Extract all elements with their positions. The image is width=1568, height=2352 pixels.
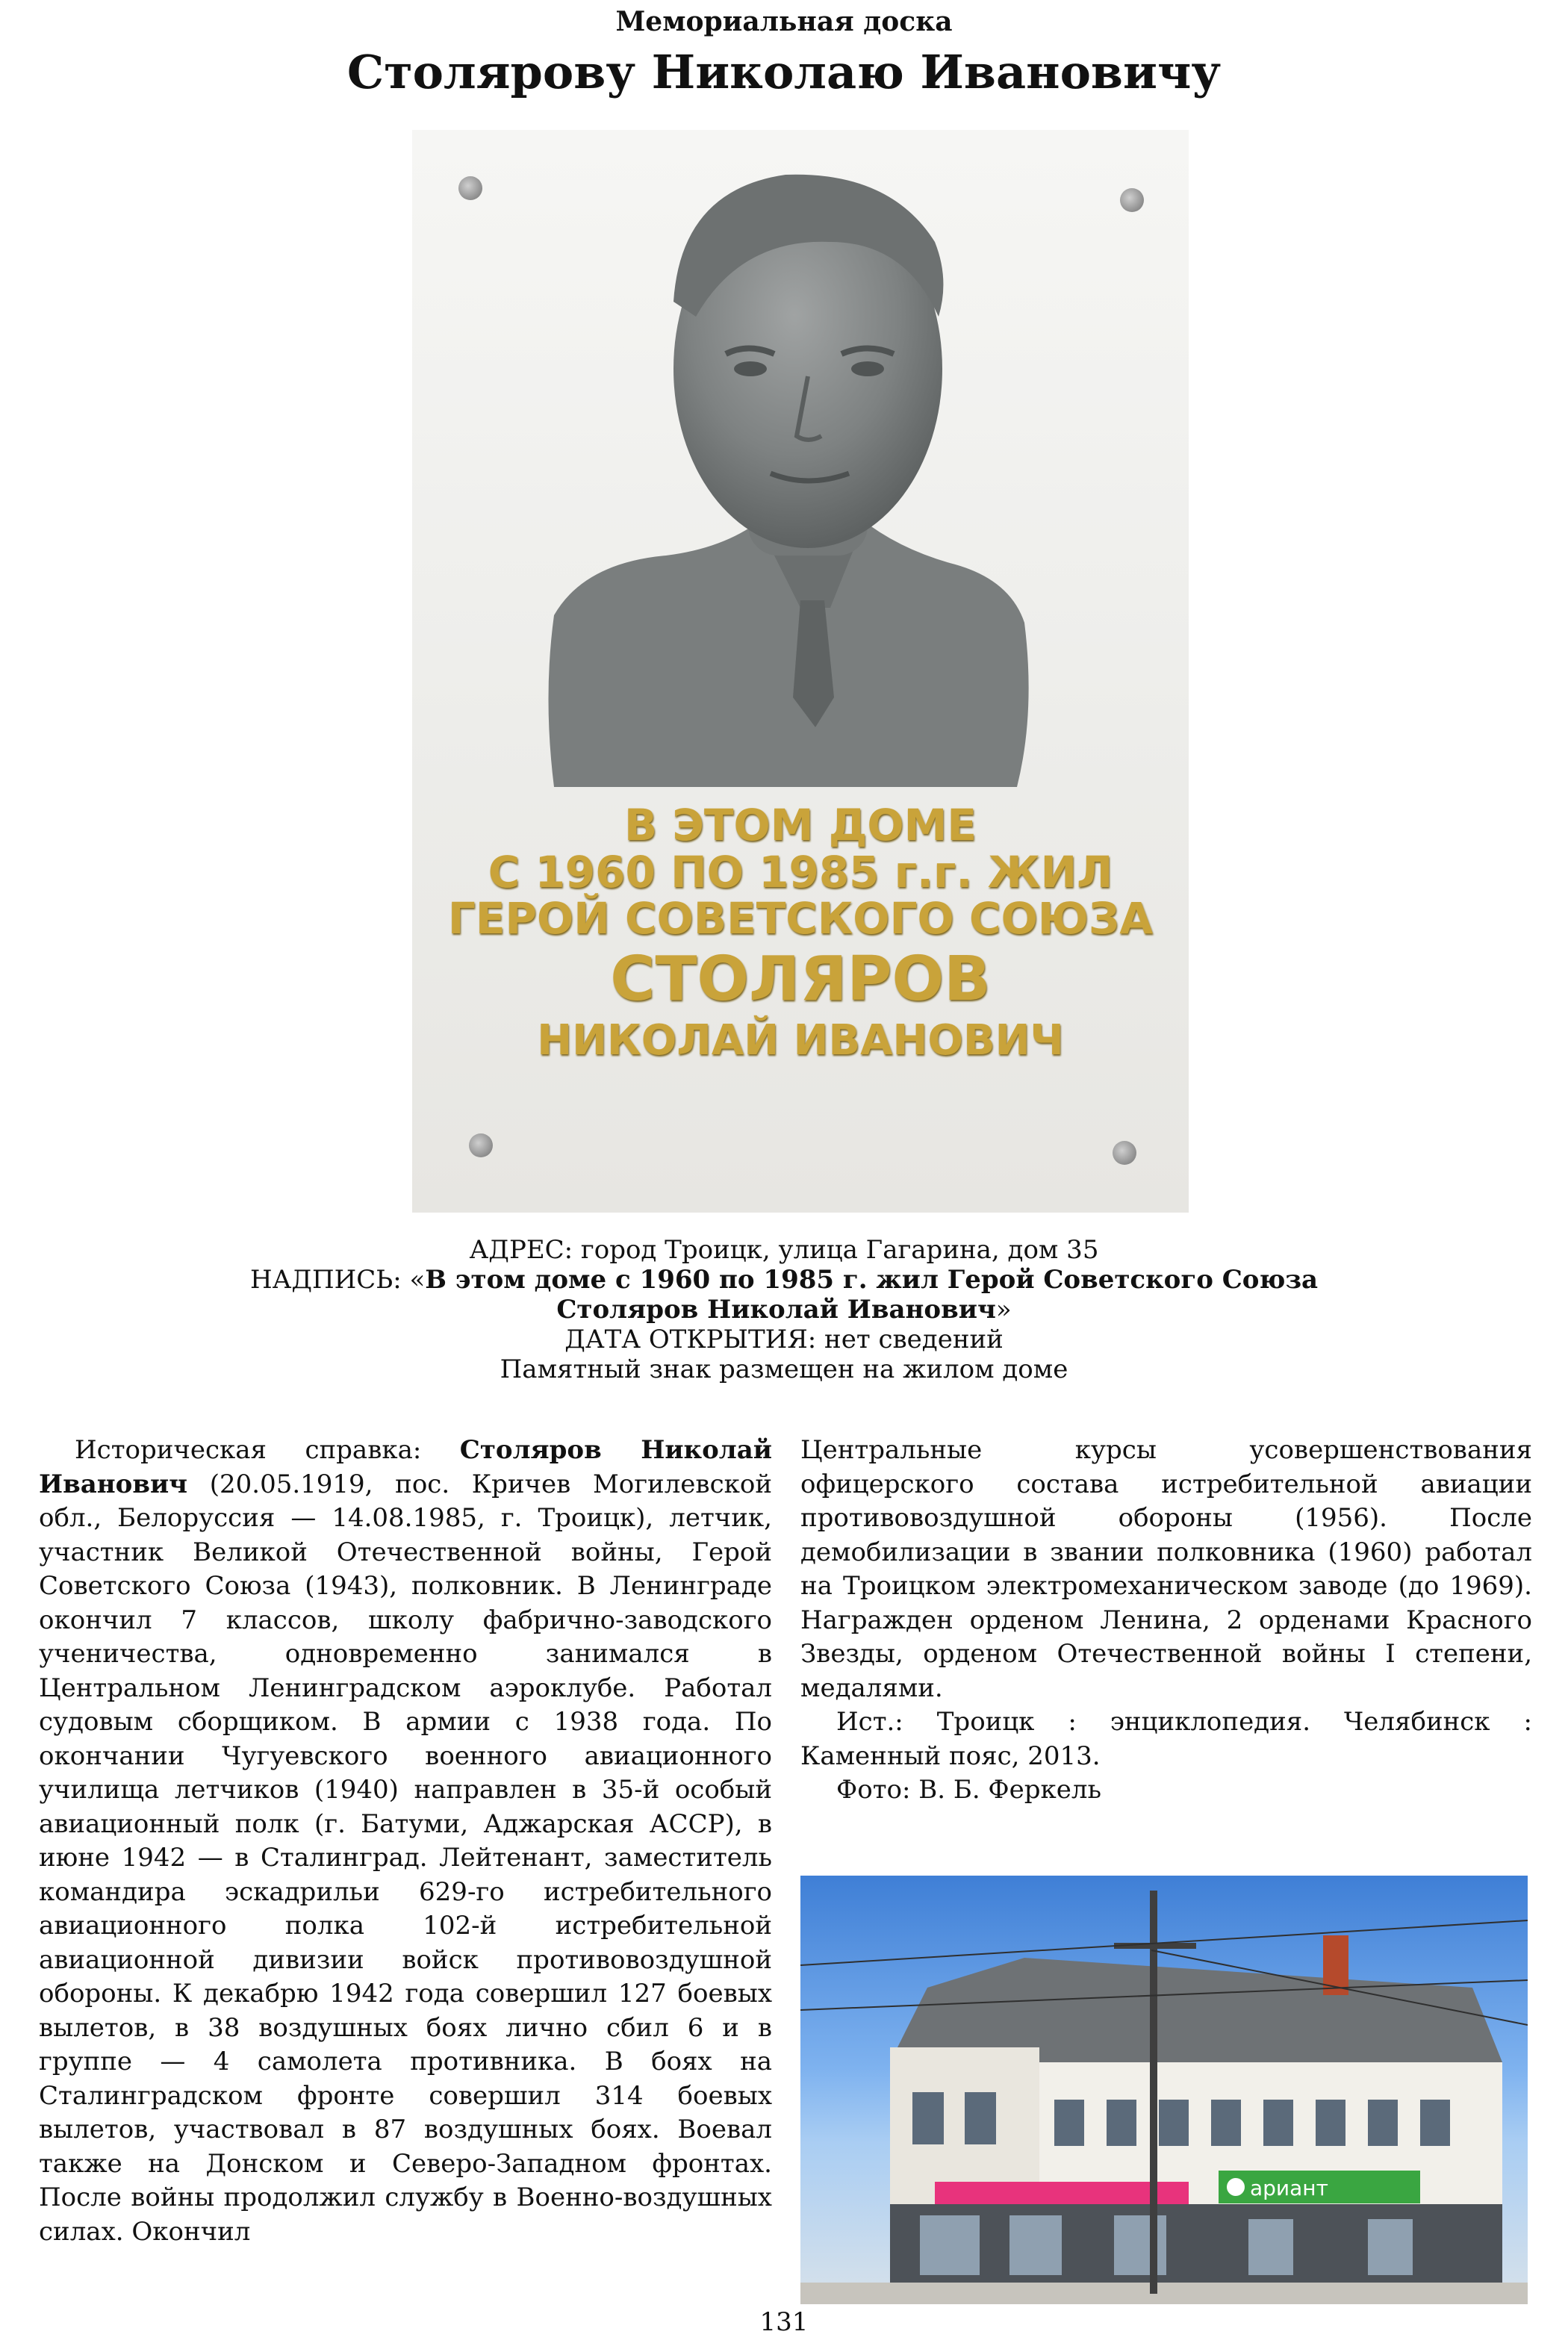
address-line: АДРЕС: город Троицк, улица Гагарина, дом 35 xyxy=(469,1235,1099,1265)
bolt-icon xyxy=(1113,1141,1136,1165)
plaque-line: ГЕРОЙ СОВЕТСКОГО СОЮЗА xyxy=(447,893,1154,945)
bio-column-left xyxy=(39,1434,772,2249)
bas-relief-portrait xyxy=(412,130,1189,802)
page-number: 131 xyxy=(759,2307,809,2337)
page-title: Столярову Николаю Ивановичу xyxy=(346,45,1222,99)
bio-column-right xyxy=(800,1434,1532,1808)
bolt-icon xyxy=(469,1133,493,1157)
building-photo xyxy=(800,1876,1528,2304)
photo-credit: Фото: В. Б. Феркель xyxy=(836,1775,1102,1805)
inscription-line-2: Столяров Николай Иванович» xyxy=(556,1295,1012,1325)
plaque-surname: СТОЛЯРОВ xyxy=(610,943,991,1015)
opening-date-line: ДАТА ОТКРЫТИЯ: нет сведений xyxy=(564,1325,1004,1355)
bio-continuation: Центральные курсы усовершенствования офицерского состава истребительной авиации противовоздушной обороны (1956). После демобилизации в звании полковника (1960) работал на Троицком электромеханическом заводе (до 1969). Награжден орденом Ленина, 2 орденами Красного Звезды, орденом Отечественной войны I степени, медалями. xyxy=(800,1435,1532,1703)
plaque-inscription xyxy=(412,802,1189,1064)
bio-paragraph: Историческая справка: Столяров Николай Иванович (20.05.1919, пос. Кричев Могилевской обл., Белоруссия — 14.08.1985, г. Троицк), летчик, участник Великой Отечественной войны, Герой Советского Союза (1943), полковник. В Ленинграде окончил 7 классов, школу фабрично-заводского ученичества, одновременно занимался в Центральном Ленинградском аэроклубе. Работал судовым сборщиком. В армии с 1938 года. По окончании Чугуевского военного авиационного училища летчиков (1940) направлен в 35-й особый авиационный полк (г. Батуми, Аджарская АССР), в июне 1942 — в Сталинград. Лейтенант, заместитель командира эскадрильи 629-го истребительного авиационного полка 102-й истребительной авиационной дивизии войск противовоздушной обороны. К декабрю 1942 года совершил 127 боевых вылетов, в 38 воздушных боях лично сбил 6 и в группе — 4 самолета противника. В боях на Сталинградском фронте совершил 314 боевых вылетов, участвовал в 87 воздушных боях. Воевал также на Донском и Северо-Западном фронтах. После войны продолжил службу в Военно-воздушных силах. Окончил xyxy=(39,1435,773,2247)
ariant-sign-text: ариант xyxy=(1250,2176,1328,2200)
kicker: Мемориальная доска xyxy=(615,6,953,37)
plaque-line: НИКОЛАЙ ИВАНОВИЧ xyxy=(537,1016,1064,1065)
placement-line: Памятный знак размещен на жилом доме xyxy=(500,1354,1068,1385)
plaque-photo xyxy=(412,130,1189,1213)
plaque-details xyxy=(0,1235,1568,1385)
inscription-line: НАДПИСЬ: «В этом доме с 1960 по 1985 г. жил Герой Советского Союза xyxy=(249,1265,1319,1295)
building-illustration xyxy=(800,1876,1528,2304)
source-note: Ист.: Троицк : энциклопедия. Челябинск : Каменный пояс, 2013. xyxy=(800,1707,1532,1771)
plaque-line: В ЭТОМ ДОМЕ xyxy=(623,800,977,850)
plaque-line: С 1960 ПО 1985 г.г. ЖИЛ xyxy=(488,846,1113,897)
